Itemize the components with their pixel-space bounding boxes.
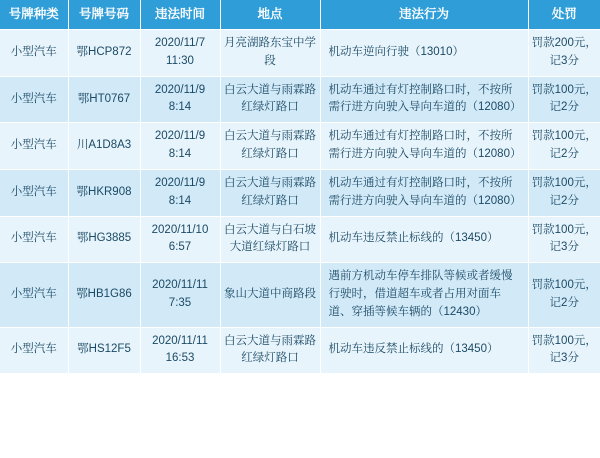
violation-date: 2020/11/11 — [152, 279, 208, 292]
cell-violation-time — [140, 216, 220, 263]
cell-plate-type: 小型汽车 — [0, 263, 68, 327]
cell-plate-number: 鄂HCP872 — [68, 30, 140, 77]
cell-plate-type: 小型汽车 — [0, 30, 68, 77]
cell-penalty: 罚款100元，记2分 — [528, 263, 600, 327]
table-row — [0, 30, 600, 77]
cell-violation-action: 机动车通过有灯控制路口时，不按所需行进方向驶入导向车道的（12080） — [320, 76, 528, 123]
cell-violation-action: 机动车通过有灯控制路口时，不按所需行进方向驶入导向车道的（12080） — [320, 169, 528, 216]
cell-plate-type: 小型汽车 — [0, 123, 68, 170]
cell-violation-action: 遇前方机动车停车排队等候或者缓慢行驶时，借道超车或者占用对面车道、穿插等候车辆的（12430） — [320, 263, 528, 327]
cell-violation-action: 机动车违反禁止标线的（13450） — [320, 216, 528, 263]
cell-plate-number: 鄂HKR908 — [68, 169, 140, 216]
violation-date: 2020/11/9 — [154, 83, 206, 96]
cell-location: 白云大道与雨霖路红绿灯路口 — [220, 123, 320, 170]
table-row — [0, 216, 600, 263]
violation-clock: 8:14 — [168, 148, 192, 161]
violation-clock: 7:35 — [168, 296, 192, 309]
cell-penalty: 罚款100元，记2分 — [528, 169, 600, 216]
violation-clock: 8:14 — [168, 194, 192, 207]
cell-penalty: 罚款200元，记3分 — [528, 30, 600, 77]
cell-violation-time — [140, 169, 220, 216]
table-row — [0, 76, 600, 123]
cell-plate-number: 川A1D8A3 — [68, 123, 140, 170]
violation-date: 2020/11/9 — [154, 130, 206, 143]
cell-violation-action: 机动车通过有灯控制路口时，不按所需行进方向驶入导向车道的（12080） — [320, 123, 528, 170]
table-header — [0, 0, 600, 30]
table-row — [0, 263, 600, 327]
cell-location: 白云大道与雨霖路红绿灯路口 — [220, 327, 320, 374]
cell-location: 白云大道与雨霖路红绿灯路口 — [220, 76, 320, 123]
violation-clock: 6:57 — [168, 241, 192, 254]
column-header-plate-number: 号牌号码 — [68, 0, 140, 30]
table-row — [0, 327, 600, 374]
cell-location: 月亮湖路东宝中学段 — [220, 30, 320, 77]
violation-date: 2020/11/10 — [151, 223, 209, 236]
cell-location: 象山大道中商路段 — [220, 263, 320, 327]
cell-penalty: 罚款100元，记2分 — [528, 123, 600, 170]
table-row — [0, 169, 600, 216]
cell-violation-time — [140, 123, 220, 170]
cell-plate-type: 小型汽车 — [0, 76, 68, 123]
cell-penalty: 罚款100元，记3分 — [528, 216, 600, 263]
violation-clock: 8:14 — [168, 101, 192, 114]
cell-violation-action: 机动车逆向行驶（13010） — [320, 30, 528, 77]
column-header-violation-action: 违法行为 — [320, 0, 528, 30]
violation-date: 2020/11/7 — [154, 37, 206, 49]
cell-plate-type: 小型汽车 — [0, 327, 68, 374]
cell-violation-time — [140, 327, 220, 374]
cell-penalty: 罚款100元，记2分 — [528, 76, 600, 123]
cell-location: 白云大道与白石坡大道红绿灯路口 — [220, 216, 320, 263]
cell-violation-time — [140, 263, 220, 327]
column-header-violation-time: 违法时间 — [140, 0, 220, 30]
cell-violation-time — [140, 76, 220, 123]
cell-penalty: 罚款100元，记3分 — [528, 327, 600, 374]
column-header-plate-type: 号牌种类 — [0, 0, 68, 30]
violation-clock: 16:53 — [165, 352, 195, 365]
violation-date: 2020/11/9 — [154, 176, 206, 189]
column-header-location: 地点 — [220, 0, 320, 30]
table-row — [0, 123, 600, 170]
violation-clock: 11:30 — [166, 54, 194, 67]
cell-violation-action: 机动车违反禁止标线的（13450） — [320, 327, 528, 374]
header-row — [0, 0, 600, 30]
cell-violation-time — [140, 30, 220, 77]
cell-plate-number: 鄂HG3885 — [68, 216, 140, 263]
cell-location: 白云大道与雨霖路红绿灯路口 — [220, 169, 320, 216]
cell-plate-number: 鄂HS12F5 — [68, 327, 140, 374]
cell-plate-type: 小型汽车 — [0, 169, 68, 216]
cell-plate-type: 小型汽车 — [0, 216, 68, 263]
table-body — [0, 30, 600, 374]
cell-plate-number: 鄂HT0767 — [68, 76, 140, 123]
violation-date: 2020/11/11 — [152, 334, 208, 347]
column-header-penalty: 处罚 — [528, 0, 600, 30]
cell-plate-number: 鄂HB1G86 — [68, 263, 140, 327]
